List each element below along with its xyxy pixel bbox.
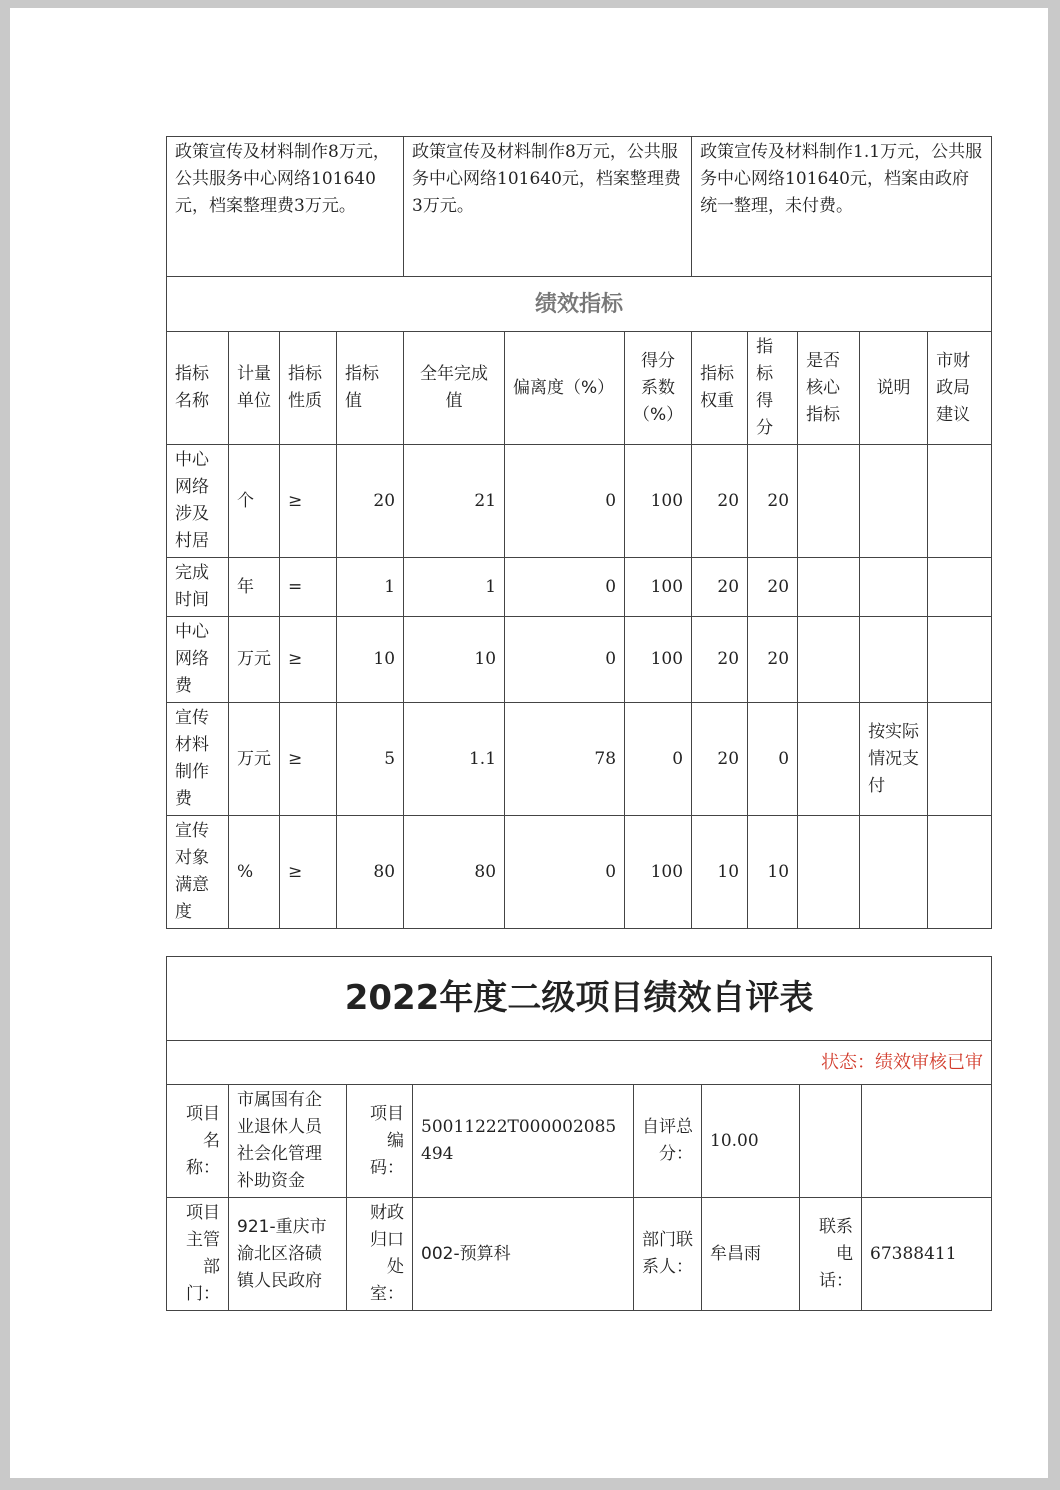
department-info-row [167,1198,992,1311]
performance-header-row [167,332,992,445]
indicator-note [860,816,928,929]
performance-table [166,136,992,929]
indicator-nature: ≥ [280,617,337,703]
indicator-advice [928,617,992,703]
finance-office-label: 财政归口处室： [347,1198,413,1311]
indicator-coefficient: 0 [625,703,692,816]
table-row [167,445,992,558]
indicator-deviation: 0 [505,816,625,929]
header-name: 指标名称 [167,332,229,445]
header-advice: 市财政局建议 [928,332,992,445]
indicator-nature: ≥ [280,816,337,929]
self-evaluation-form [166,956,992,1311]
indicator-completed: 10 [404,617,505,703]
indicator-core [798,617,860,703]
indicator-advice [928,703,992,816]
indicator-note [860,445,928,558]
indicator-value: 5 [337,703,404,816]
indicator-score: 20 [748,445,798,558]
indicator-nature: ≥ [280,703,337,816]
contact-value: 牟昌雨 [702,1198,800,1311]
indicator-value: 20 [337,445,404,558]
contact-label: 部门联系人： [634,1198,702,1311]
indicator-completed: 21 [404,445,505,558]
indicator-advice [928,558,992,617]
empty-cell [800,1085,862,1198]
indicator-core [798,558,860,617]
table-row [167,816,992,929]
header-score: 指标得分 [748,332,798,445]
project-info-row [167,1085,992,1198]
indicator-coefficient: 100 [625,617,692,703]
indicator-nature: ≥ [280,445,337,558]
phone-label: 联系电话： [800,1198,862,1311]
indicator-unit: % [229,816,280,929]
indicator-weight: 20 [692,445,748,558]
header-coefficient: 得分系数（%） [625,332,692,445]
indicator-value: 80 [337,816,404,929]
indicator-note [860,617,928,703]
indicator-core [798,703,860,816]
indicator-name: 中心网络费 [167,617,229,703]
indicator-name: 完成时间 [167,558,229,617]
indicator-weight: 20 [692,703,748,816]
indicator-unit: 个 [229,445,280,558]
table-row [167,617,992,703]
indicator-unit: 万元 [229,617,280,703]
indicator-name: 中心网络涉及村居 [167,445,229,558]
project-code-value: 50011222T000002085494 [413,1085,634,1198]
indicator-note: 按实际情况支付 [860,703,928,816]
indicator-value: 1 [337,558,404,617]
indicator-coefficient: 100 [625,816,692,929]
indicator-advice [928,816,992,929]
header-nature: 指标性质 [280,332,337,445]
indicator-unit: 年 [229,558,280,617]
budget-text-row [167,137,992,277]
indicator-name: 宣传对象满意度 [167,816,229,929]
header-completed: 全年完成值 [404,332,505,445]
finance-office-value: 002-预算科 [413,1198,634,1311]
header-deviation: 偏离度（%） [505,332,625,445]
project-name-value: 市属国有企业退休人员社会化管理补助资金 [229,1085,347,1198]
indicator-weight: 20 [692,617,748,703]
document-page [10,8,1048,1478]
form-title: 2022年度二级项目绩效自评表 [167,957,992,1041]
indicator-weight: 10 [692,816,748,929]
project-name-label: 项目名称： [167,1085,229,1198]
indicator-deviation: 0 [505,617,625,703]
indicator-deviation: 0 [505,445,625,558]
header-weight: 指标权重 [692,332,748,445]
project-code-label: 项目编码： [347,1085,413,1198]
indicator-note [860,558,928,617]
indicator-core [798,816,860,929]
performance-section-title: 绩效指标 [167,277,992,332]
indicator-completed: 80 [404,816,505,929]
indicator-value: 10 [337,617,404,703]
indicator-score: 20 [748,558,798,617]
empty-cell [862,1085,992,1198]
status-text: 状态：绩效审核已审 [167,1041,992,1085]
budget-text-col1: 政策宣传及材料制作8万元，公共服务中心网络101640元，档案整理费3万元。 [167,137,404,277]
indicator-weight: 20 [692,558,748,617]
indicator-core [798,445,860,558]
table-row [167,558,992,617]
indicator-completed: 1.1 [404,703,505,816]
indicator-unit: 万元 [229,703,280,816]
phone-value: 67388411 [862,1198,992,1311]
budget-text-col2: 政策宣传及材料制作8万元，公共服务中心网络101640元，档案整理费3万元。 [404,137,692,277]
indicator-score: 10 [748,816,798,929]
indicator-name: 宣传材料制作费 [167,703,229,816]
dept-label: 项目主管部门： [167,1198,229,1311]
self-score-value: 10.00 [702,1085,800,1198]
indicator-completed: 1 [404,558,505,617]
header-core: 是否核心指标 [798,332,860,445]
indicator-deviation: 0 [505,558,625,617]
indicator-score: 0 [748,703,798,816]
indicator-coefficient: 100 [625,558,692,617]
indicator-deviation: 78 [505,703,625,816]
header-value: 指标值 [337,332,404,445]
budget-text-col3: 政策宣传及材料制作1.1万元，公共服务中心网络101640元，档案由政府统一整理，未付费。 [692,137,992,277]
table-row [167,703,992,816]
indicator-score: 20 [748,617,798,703]
indicator-coefficient: 100 [625,445,692,558]
header-unit: 计量单位 [229,332,280,445]
header-note: 说明 [860,332,928,445]
self-score-label: 自评总分： [634,1085,702,1198]
indicator-advice [928,445,992,558]
dept-value: 921-重庆市渝北区洛碛镇人民政府 [229,1198,347,1311]
indicator-nature: = [280,558,337,617]
